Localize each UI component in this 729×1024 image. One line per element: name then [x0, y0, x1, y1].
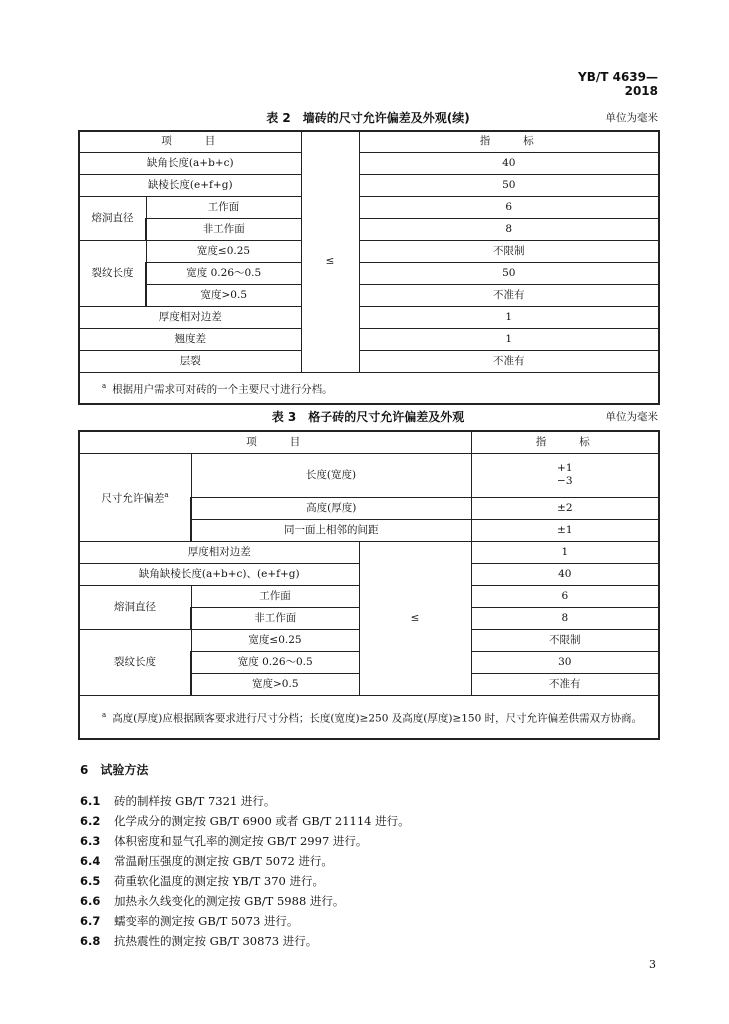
table2-caption: 表 2 墙砖的尺寸允许偏差及外观(续) — [266, 111, 470, 125]
item-text: 抗热震性的测定按 GB/T 30873 进行。 — [114, 934, 318, 948]
group-label-melt: 熔洞直径 — [79, 585, 191, 629]
row-label: 长度(宽度) — [191, 453, 471, 497]
row-value — [471, 453, 659, 497]
table-note-row — [79, 695, 659, 739]
item-number: 6.8 — [80, 934, 101, 948]
row-value: 不准有 — [359, 350, 659, 372]
table-row — [79, 174, 659, 196]
list-item — [80, 791, 660, 811]
row-value: 40 — [471, 563, 659, 585]
col-header-index: 指 标 — [471, 431, 659, 453]
row-value: 8 — [359, 218, 659, 240]
row-value: 不限制 — [359, 240, 659, 262]
row-value: 不限制 — [471, 629, 659, 651]
lower-tolerance: −3 — [557, 475, 573, 487]
group-label-dim-marker: a — [164, 490, 169, 499]
list-item — [80, 811, 660, 831]
note-text: 根据用户需求可对砖的一个主要尺寸进行分档。 — [112, 383, 333, 395]
page-number: 3 — [649, 958, 656, 971]
col-header-item: 项 目 — [79, 431, 471, 453]
table3-unit: 单位为毫米 — [605, 411, 658, 423]
row-label: 工作面 — [146, 196, 301, 218]
row-value: 不准有 — [359, 284, 659, 306]
table2 — [78, 130, 660, 405]
row-value: 1 — [359, 328, 659, 350]
row-label: 缺角缺棱长度(a+b+c)、(e+f+g) — [79, 563, 359, 585]
row-label: 翘度差 — [79, 328, 301, 350]
item-text: 化学成分的测定按 GB/T 6900 或者 GB/T 21114 进行。 — [114, 814, 410, 828]
row-label: 高度(厚度) — [191, 497, 471, 519]
col-header-index: 指 标 — [359, 131, 659, 152]
upper-tolerance: +1 — [557, 462, 573, 474]
table2-unit: 单位为毫米 — [605, 112, 658, 124]
table-row — [79, 306, 659, 328]
item-number: 6.2 — [80, 814, 101, 828]
table-row — [79, 262, 659, 284]
row-value: 6 — [471, 585, 659, 607]
table-row — [79, 240, 659, 262]
table-row — [79, 284, 659, 306]
item-text: 砖的制样按 GB/T 7321 进行。 — [114, 794, 276, 808]
row-value: 8 — [471, 607, 659, 629]
group-label-crack: 裂纹长度 — [79, 629, 191, 695]
table-note — [79, 372, 659, 404]
row-label: 缺棱长度(e+f+g) — [79, 174, 301, 196]
list-item — [80, 891, 660, 911]
row-label: 宽度≤0.25 — [191, 629, 359, 651]
group-label-dim-text: 尺寸允许偏差 — [101, 492, 165, 505]
table3 — [78, 430, 660, 740]
item-text: 体积密度和显气孔率的测定按 GB/T 2997 进行。 — [114, 834, 368, 848]
row-label: 层裂 — [79, 350, 301, 372]
item-text: 荷重软化温度的测定按 YB/T 370 进行。 — [114, 874, 325, 888]
row-value: 不准有 — [471, 673, 659, 695]
item-number: 6.3 — [80, 834, 101, 848]
table3-caption-row — [78, 407, 658, 425]
row-value: 6 — [359, 196, 659, 218]
item-number: 6.6 — [80, 894, 101, 908]
row-value: ±2 — [471, 497, 659, 519]
row-label: 宽度≤0.25 — [146, 240, 301, 262]
row-label: 宽度 0.26～0.5 — [146, 262, 301, 284]
row-label: 非工作面 — [191, 607, 359, 629]
table-note-row — [79, 372, 659, 404]
group-label-crack: 裂纹长度 — [79, 240, 146, 306]
list-item — [80, 871, 660, 891]
row-value: 50 — [359, 174, 659, 196]
row-label: 工作面 — [191, 585, 359, 607]
test-methods-list — [80, 791, 660, 951]
item-text: 蠕变率的测定按 GB/T 5073 进行。 — [114, 914, 299, 928]
table-row — [79, 350, 659, 372]
le-symbol: ≤ — [359, 541, 471, 695]
note-marker: a — [102, 381, 107, 390]
item-number: 6.7 — [80, 914, 101, 928]
note-text: 高度(厚度)应根据顾客要求进行尺寸分档；长度(宽度)≥250 及高度(厚度)≥150 时，尺寸允许偏差供需双方协商。 — [112, 712, 643, 724]
row-label: 非工作面 — [146, 218, 301, 240]
table-row — [79, 328, 659, 350]
le-symbol: ≤ — [301, 152, 359, 372]
row-label: 宽度 0.26～0.5 — [191, 651, 359, 673]
item-number: 6.1 — [80, 794, 101, 808]
standard-number: YB/T 4639—2018 — [578, 70, 658, 98]
row-label: 宽度>0.5 — [146, 284, 301, 306]
table-row — [79, 152, 659, 174]
row-label: 缺角长度(a+b+c) — [79, 152, 301, 174]
row-value: 30 — [471, 651, 659, 673]
note-marker: a — [102, 710, 107, 719]
row-label: 宽度>0.5 — [191, 673, 359, 695]
table3-caption: 表 3 格子砖的尺寸允许偏差及外观 — [271, 410, 465, 424]
col-header-item: 项 目 — [79, 131, 301, 152]
item-text: 加热永久线变化的测定按 GB/T 5988 进行。 — [114, 894, 345, 908]
row-value: 50 — [359, 262, 659, 284]
item-number: 6.5 — [80, 874, 101, 888]
table-row — [79, 453, 659, 497]
table-header-row — [79, 431, 659, 453]
list-item — [80, 851, 660, 871]
section-title: 6 试验方法 — [80, 763, 149, 777]
table-header-row — [79, 131, 659, 152]
table-row — [79, 541, 659, 563]
row-label: 厚度相对边差 — [79, 306, 301, 328]
group-label-melt: 熔洞直径 — [79, 196, 146, 240]
item-number: 6.4 — [80, 854, 101, 868]
list-item — [80, 831, 660, 851]
table-row — [79, 218, 659, 240]
row-label: 厚度相对边差 — [79, 541, 359, 563]
table2-caption-row — [78, 108, 658, 126]
row-label: 同一面上相邻的间距 — [191, 519, 471, 541]
header-blank-cell — [301, 131, 359, 152]
row-value: 1 — [359, 306, 659, 328]
table-note — [79, 695, 659, 739]
list-item — [80, 911, 660, 931]
row-value: 1 — [471, 541, 659, 563]
table-row — [79, 196, 659, 218]
list-item — [80, 931, 660, 951]
item-text: 常温耐压强度的测定按 GB/T 5072 进行。 — [114, 854, 333, 868]
row-value: ±1 — [471, 519, 659, 541]
group-label-dim — [79, 453, 191, 541]
row-value: 40 — [359, 152, 659, 174]
